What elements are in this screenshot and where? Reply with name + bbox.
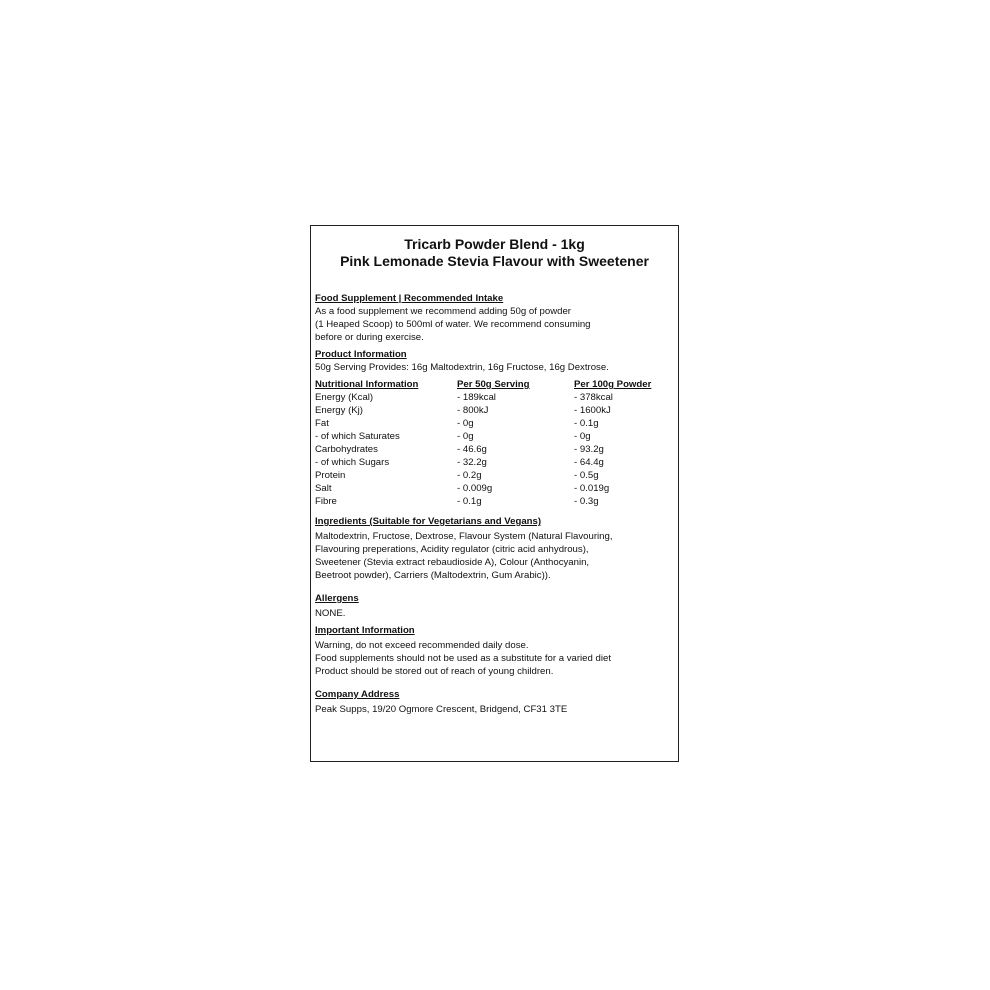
per-100g-value: - 0.1g	[574, 418, 599, 429]
nutrient-name: - of which Sugars	[315, 457, 390, 468]
nutrition-header-per-100g: Per 100g Powder	[574, 379, 652, 390]
important-information-heading: Important Information	[315, 625, 415, 636]
per-serving-value: - 46.6g	[457, 444, 487, 455]
table-row	[315, 391, 677, 404]
per-serving-value: - 0.009g	[457, 483, 493, 494]
allergens-text: NONE.	[315, 608, 346, 619]
per-serving-value: - 0.1g	[457, 496, 482, 507]
per-100g-value: - 1600kJ	[574, 405, 611, 416]
food-supplement-line: As a food supplement we recommend adding 50g of powder	[315, 306, 571, 317]
company-address-text: Peak Supps, 19/20 Ogmore Crescent, Bridgend, CF31 3TE	[315, 704, 568, 715]
table-row	[315, 417, 677, 430]
per-serving-value: - 189kcal	[457, 392, 496, 403]
food-supplement-line: before or during exercise.	[315, 332, 424, 343]
nutrient-name: Carbohydrates	[315, 444, 378, 455]
ingredients-heading: Ingredients (Suitable for Vegetarians and Vegans)	[315, 516, 542, 527]
product-title: Tricarb Powder Blend - 1kg	[404, 236, 585, 252]
company-address-heading: Company Address	[315, 689, 400, 700]
nutrient-name: Fat	[315, 418, 329, 429]
nutrition-header-name: Nutritional Information	[315, 379, 419, 390]
serving-provides-text: 50g Serving Provides: 16g Maltodextrin, 16g Fructose, 16g Dextrose.	[315, 362, 609, 373]
per-serving-value: - 800kJ	[457, 405, 489, 416]
table-row	[315, 495, 677, 508]
ingredients-line: Beetroot powder), Carriers (Maltodextrin, Gum Arabic)).	[315, 570, 551, 581]
ingredients-line: Sweetener (Stevia extract rebaudioside A), Colour (Anthocyanin,	[315, 557, 590, 568]
per-100g-value: - 0.5g	[574, 470, 599, 481]
per-100g-value: - 93.2g	[574, 444, 604, 455]
nutrient-name: Fibre	[315, 496, 337, 507]
ingredients-line: Maltodextrin, Fructose, Dextrose, Flavour System (Natural Flavouring,	[315, 531, 613, 542]
per-serving-value: - 0.2g	[457, 470, 482, 481]
important-information-line: Food supplements should not be used as a substitute for a varied diet	[315, 653, 611, 664]
title-block	[311, 236, 678, 270]
allergens-heading: Allergens	[315, 593, 359, 604]
label-content	[315, 292, 677, 716]
food-supplement-line: (1 Heaped Scoop) to 500ml of water. We recommend consuming	[315, 319, 591, 330]
table-row	[315, 482, 677, 495]
per-100g-value: - 64.4g	[574, 457, 604, 468]
product-subtitle: Pink Lemonade Stevia Flavour with Sweetener	[340, 253, 649, 269]
per-serving-value: - 32.2g	[457, 457, 487, 468]
nutrient-name: Protein	[315, 470, 346, 481]
food-supplement-heading: Food Supplement | Recommended Intake	[315, 293, 504, 304]
important-information-line: Warning, do not exceed recommended daily dose.	[315, 640, 529, 651]
table-row	[315, 456, 677, 469]
per-serving-value: - 0g	[457, 418, 474, 429]
nutrient-name: Energy (Kcal)	[315, 392, 374, 403]
table-row	[315, 469, 677, 482]
nutrient-name: Energy (Kj)	[315, 405, 363, 416]
table-row	[315, 443, 677, 456]
nutrition-table-header	[315, 378, 677, 391]
ingredients-line: Flavouring preperations, Acidity regulator (citric acid anhydrous),	[315, 544, 589, 555]
per-100g-value: - 0.019g	[574, 483, 610, 494]
product-information-heading: Product Information	[315, 349, 407, 360]
per-100g-value: - 378kcal	[574, 392, 613, 403]
table-row	[315, 404, 677, 417]
per-100g-value: - 0g	[574, 431, 591, 442]
table-row	[315, 430, 677, 443]
nutrient-name: Salt	[315, 483, 332, 494]
nutrition-header-per-serving: Per 50g Serving	[457, 379, 530, 390]
per-100g-value: - 0.3g	[574, 496, 599, 507]
important-information-line: Product should be stored out of reach of young children.	[315, 666, 554, 677]
per-serving-value: - 0g	[457, 431, 474, 442]
nutrition-label	[310, 225, 679, 762]
nutrient-name: - of which Saturates	[315, 431, 400, 442]
